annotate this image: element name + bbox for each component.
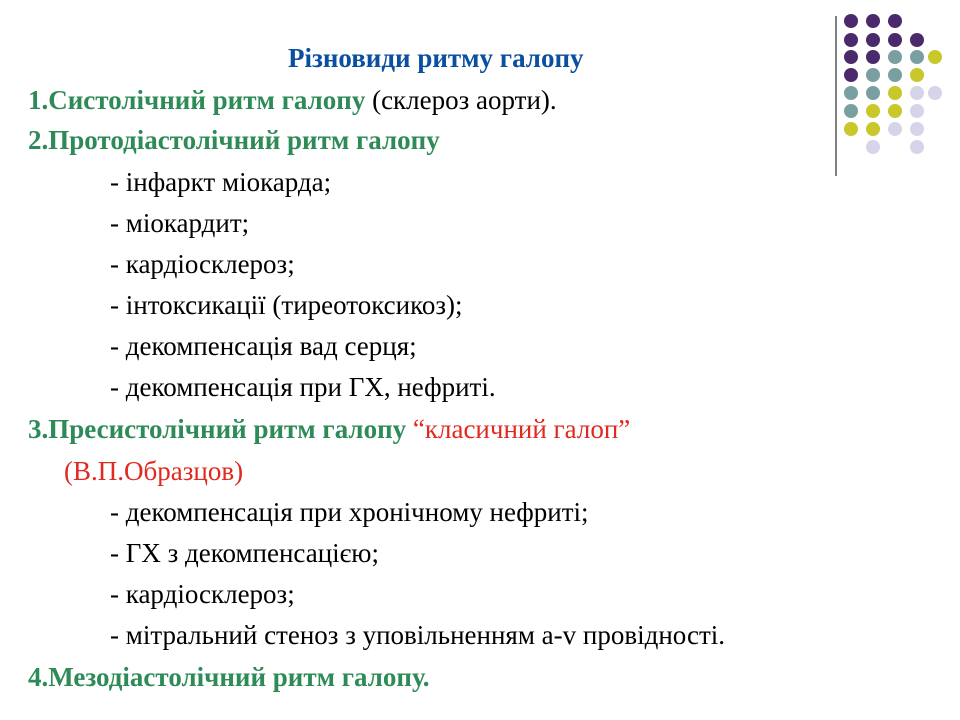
heading-text: 1.Систолічний ритм галопу xyxy=(28,85,366,115)
list-item: - кардіосклероз; xyxy=(110,579,295,609)
item-mesodiastolic-gallop xyxy=(28,657,430,697)
decor-dot xyxy=(910,104,924,118)
item-text: (склероз аорти). xyxy=(365,85,557,115)
list-item: - кардіосклероз; xyxy=(110,249,295,279)
decor-dot xyxy=(910,140,924,154)
decor-dot xyxy=(888,33,902,47)
decor-dot xyxy=(844,104,858,118)
decor-dot xyxy=(928,86,942,100)
decor-dot xyxy=(866,140,880,154)
decor-dot xyxy=(844,68,858,82)
classic-gallop-text: “класичний галоп” xyxy=(406,414,631,444)
list-item: - інфаркт міокарда; xyxy=(110,167,332,197)
list-item: - інтоксикації (тиреотоксикоз); xyxy=(110,290,463,320)
decor-dot xyxy=(888,104,902,118)
decor-dot xyxy=(844,33,858,47)
item-protodiastolic-gallop xyxy=(28,120,440,160)
list-item: - мітральний стеноз з уповільненням a-v провідності. xyxy=(110,620,726,650)
author-reference: (В.П.Образцов) xyxy=(64,456,244,486)
decor-dot xyxy=(866,86,880,100)
decor-dot xyxy=(910,86,924,100)
list-item: - декомпенсація при ГХ, нефриті. xyxy=(110,372,496,402)
item-presystolic-gallop xyxy=(28,409,630,449)
slide-title: Різновиди ритму галопу xyxy=(288,43,584,73)
decor-dot xyxy=(844,122,858,136)
decor-dot xyxy=(910,68,924,82)
decor-dot xyxy=(888,14,902,28)
list-item: - декомпенсація при хронічному нефриті; xyxy=(110,497,589,527)
decor-dot xyxy=(928,50,942,64)
decor-dot xyxy=(866,50,880,64)
decor-dot xyxy=(910,50,924,64)
decor-dot xyxy=(888,50,902,64)
decorative-dots xyxy=(800,0,960,200)
decor-dot xyxy=(866,122,880,136)
decor-dot xyxy=(844,14,858,28)
decor-dot xyxy=(888,68,902,82)
decor-dot xyxy=(866,33,880,47)
list-item: - ГХ з декомпенсацією; xyxy=(110,538,379,568)
decor-dot xyxy=(866,68,880,82)
decor-dot xyxy=(888,122,902,136)
decor-dot xyxy=(888,86,902,100)
heading-text: 2.Протодіастолічний ритм галопу xyxy=(28,125,440,155)
heading-text: 3.Пресистолічний ритм галопу xyxy=(28,414,407,444)
decor-dot xyxy=(910,33,924,47)
decor-dot xyxy=(866,104,880,118)
heading-text: 4.Мезодіастолічний ритм галопу. xyxy=(28,662,430,692)
decor-dot xyxy=(866,14,880,28)
list-item: - декомпенсація вад серця; xyxy=(110,331,417,361)
list-item: - міокардит; xyxy=(110,208,250,238)
item-systolic-gallop xyxy=(28,80,557,120)
decor-dot xyxy=(844,86,858,100)
decor-dot xyxy=(910,122,924,136)
decor-dot xyxy=(844,50,858,64)
